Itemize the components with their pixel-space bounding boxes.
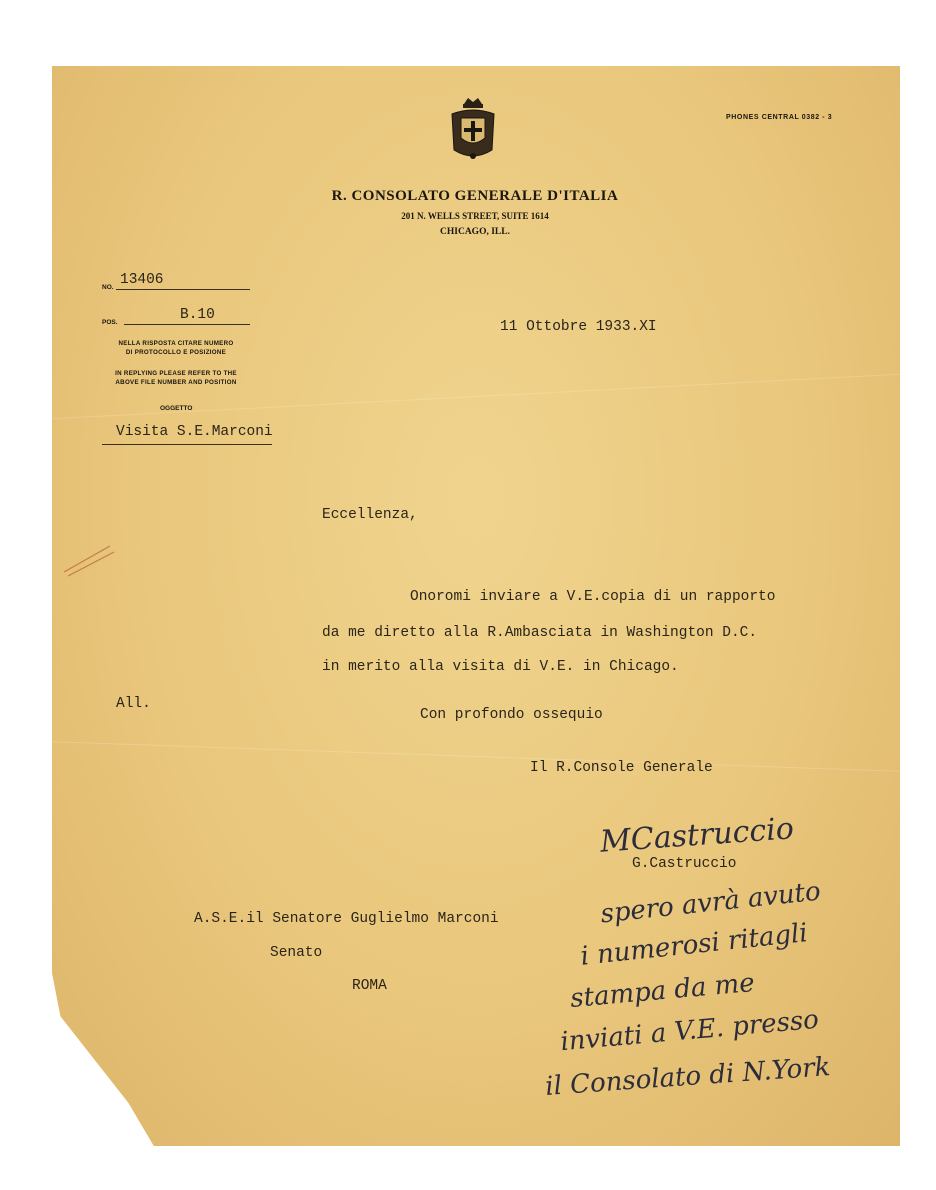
coat-of-arms-icon — [446, 94, 500, 166]
reply-note-english-line: ABOVE FILE NUMBER AND POSITION — [115, 378, 237, 386]
oggetto-label: OGGETTO — [160, 405, 193, 412]
addressee-line: Senato — [270, 945, 323, 961]
no-rule — [116, 289, 250, 290]
closing: Con profondo ossequio — [420, 707, 603, 723]
reply-note-english-line: IN REPLYING PLEASE REFER TO THE — [115, 370, 237, 377]
body-line: da me diretto alla R.Ambasciata in Washington D.C. — [322, 625, 758, 641]
subject-value: Visita S.E.Marconi — [116, 424, 273, 440]
protocol-number: 13406 — [120, 272, 164, 288]
letter-date: 11 Ottobre 1933.XI — [500, 319, 657, 335]
handwritten-note-line: spero avrà avuto — [599, 876, 823, 930]
reply-note-italian — [96, 340, 256, 357]
handwritten-note-line: i numerosi ritagli — [579, 918, 810, 972]
salutation: Eccellenza, — [322, 507, 418, 523]
letterhead-city: CHICAGO, ILL. — [440, 227, 510, 237]
paper-crease — [52, 741, 900, 772]
letterhead-name: R. CONSOLATO GENERALE D'ITALIA — [331, 188, 619, 204]
reply-note-english — [96, 370, 256, 387]
reply-note-italian-line: NELLA RISPOSTA CITARE NUMERO — [118, 340, 234, 347]
pos-label: POS. — [102, 319, 118, 326]
reply-note-italian-line: DI PROTOCOLLO E POSIZIONE — [125, 348, 227, 356]
position-value: B.10 — [180, 307, 215, 323]
body-line: Onoromi inviare a V.E.copia di un rapporto — [410, 589, 776, 605]
letterhead-phones: PHONES CENTRAL 0382 - 3 — [726, 114, 833, 121]
handwritten-note-line: il Consolato di N.York — [544, 1052, 832, 1102]
addressee-line: ROMA — [352, 978, 387, 994]
body-line: in merito alla visita di V.E. in Chicago. — [322, 659, 679, 675]
attachment-label: All. — [116, 696, 151, 712]
handwritten-note-line: stampa da me — [569, 968, 756, 1014]
handwritten-note-line: inviati a V.E. presso — [559, 1004, 820, 1058]
pos-rule — [124, 324, 250, 325]
subject-rule — [102, 444, 272, 445]
letterhead-street: 201 N. WELLS STREET, SUITE 1614 — [401, 211, 549, 221]
no-label: NO. — [102, 284, 114, 291]
handwritten-signature: MCastruccio — [599, 811, 795, 860]
signatory-title: Il R.Console Generale — [530, 760, 713, 776]
paper-tear-mark — [60, 542, 120, 582]
signatory-name: G.Castruccio — [632, 856, 737, 872]
addressee-line: A.S.E.il Senatore Guglielmo Marconi — [194, 911, 499, 927]
